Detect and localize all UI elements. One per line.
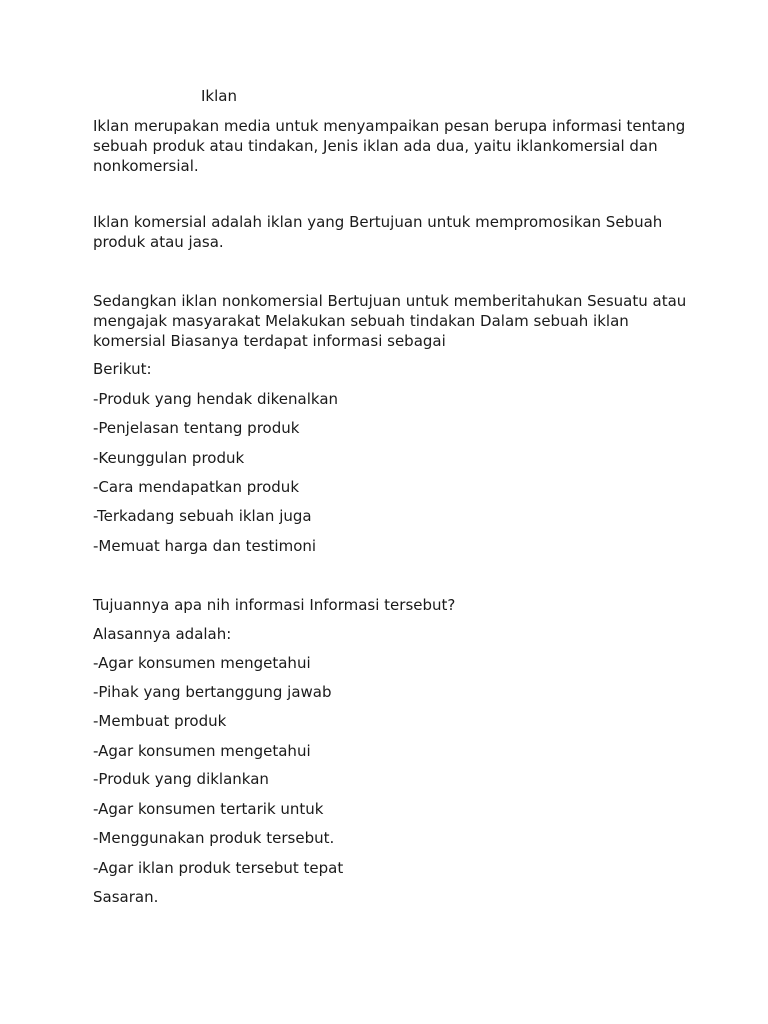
closing-text: Sasaran.	[93, 888, 159, 906]
list-item: -Produk yang hendak dikenalkan	[93, 390, 339, 408]
list-item: -Menggunakan produk tersebut.	[93, 829, 335, 847]
list-item: -Produk yang diklankan	[93, 770, 269, 788]
list-item: -Penjelasan tentang produk	[93, 419, 300, 437]
list-item: -Memuat harga dan testimoni	[93, 537, 317, 555]
list-item: -Agar iklan produk tersebut tepat	[93, 859, 344, 877]
list-item: -Membuat produk	[93, 712, 227, 730]
list-item: -Keunggulan produk	[93, 449, 245, 467]
paragraph-commercial: Iklan komersial adalah iklan yang Bertujuan untuk mempromosikan Sebuah produk atau jasa.	[93, 213, 663, 251]
paragraph-definition: Iklan merupakan media untuk menyampaikan pesan berupa informasi tentang sebuah produk atau tindakan, Jenis iklan ada dua, yaitu iklankomersial dan nonkomersial.	[93, 117, 686, 175]
question-text: Tujuannya apa nih informasi Informasi tersebut?	[93, 596, 456, 614]
list-item: -Agar konsumen mengetahui	[93, 654, 311, 672]
list-item: -Cara mendapatkan produk	[93, 478, 300, 496]
list-item: -Terkadang sebuah iklan juga	[93, 507, 312, 525]
document-title: Iklan	[201, 87, 237, 105]
list-item: -Agar konsumen tertarik untuk	[93, 800, 324, 818]
alasan-label: Alasannya adalah:	[93, 625, 232, 643]
list-item: -Pihak yang bertanggung jawab	[93, 683, 332, 701]
paragraph-noncommercial: Sedangkan iklan nonkomersial Bertujuan untuk memberitahukan Sesuatu atau mengajak masyarakat Melakukan sebuah tindakan Dalam sebuah iklan komersial Biasanya terdapat informasi sebagai	[93, 292, 687, 350]
list-item: -Agar konsumen mengetahui	[93, 742, 311, 760]
berikut-label: Berikut:	[93, 360, 152, 378]
